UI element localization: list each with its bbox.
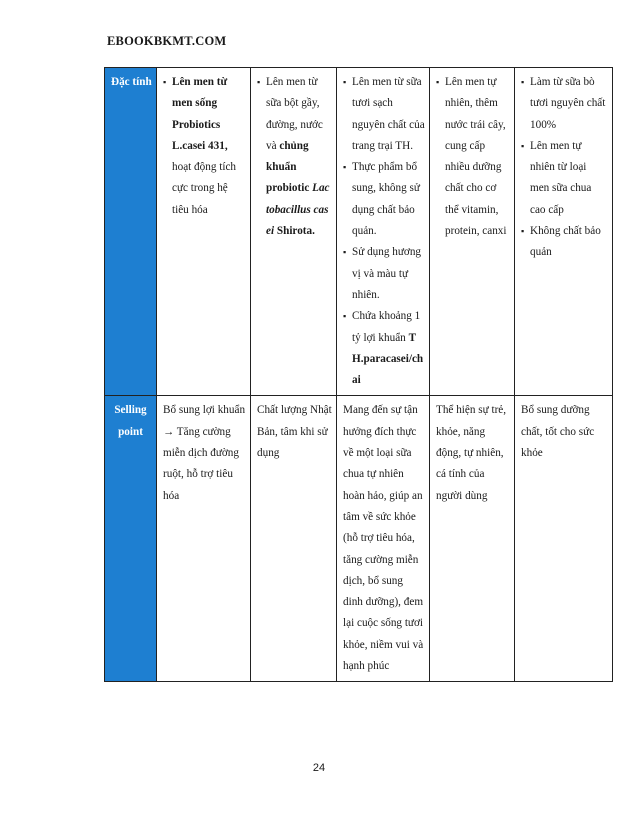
table-row-dac-tinh [105,68,613,396]
table-cell: ▪ Lên men từ sữa bột gầy, đường, nước và chủng khuẩn probiotic Lactobacillus casei Shirota. [251,68,337,396]
table-cell: ▪ Lên men từ men sống Probiotics L.casei 431, hoạt động tích cực trong hệ tiêu hóa [157,68,251,396]
bullet-icon: ▪ [521,226,525,237]
bullet-icon: ▪ [257,77,261,87]
bullet-icon: ▪ [521,77,525,87]
bullet-icon: ▪ [343,162,347,173]
table-cell: ▪ Làm từ sữa bò tươi nguyên chất 100% ▪ Lên men tự nhiên từ loại men sữa chua cao cấp ▪ Không chất bảo quản [515,68,613,396]
table-cell: Chất lượng Nhật Bản, tâm khi sử dụng [251,396,337,682]
table-row-selling-point [105,396,613,682]
arrow-right-icon: → [163,425,175,438]
comparison-table [104,67,613,682]
row-header-label: Selling point [114,404,147,438]
table-cell: ▪ Lên men tự nhiên, thêm nước trái cây, cung cấp nhiều dưỡng chất cho cơ thể vitamin, protein, canxi [430,68,515,396]
table-cell: Mang đến sự tận hưởng đích thực về một loại sữa chua tự nhiên hoàn hảo, giúp an tâm về sức khỏe (hỗ trợ tiêu hóa, tăng cường miễn dịch, bổ sung dinh dưỡng), đem lại cuộc sống tươi khỏe, niềm vui và hạnh phúc [337,396,430,682]
table-cell: Bổ sung lợi khuẩn → Tăng cường miễn dịch đường ruột, hỗ trợ tiêu hóa [157,396,251,682]
document-header: EBOOKBKMT.COM [107,34,227,48]
row-header-selling-point [105,396,157,682]
table-cell: Bổ sung dưỡng chất, tốt cho sức khỏe [515,396,613,682]
bullet-icon: ▪ [436,77,440,87]
bullet-icon: ▪ [521,140,525,151]
row-header-label: Đặc tính [111,76,152,88]
row-header-dac-tinh [105,68,157,396]
table-cell: Thể hiện sự trẻ, khỏe, năng động, tự nhiên, cá tính của người dùng [430,396,515,682]
table-cell: ▪ Lên men từ sữa tươi sạch nguyên chất của trang trại TH. ▪ Thực phẩm bổ sung, không sử dụng chất bảo quản. ▪ Sử dụng hương vị và màu tự nhiên. ▪ Chứa khoảng 1 tỷ lợi khuẩn TH.paracasei/chai [337,68,430,396]
page-number: 24 [312,762,326,774]
bullet-icon: ▪ [163,77,167,87]
bullet-icon: ▪ [343,77,347,87]
bullet-icon: ▪ [343,311,347,322]
bullet-icon: ▪ [343,247,347,258]
